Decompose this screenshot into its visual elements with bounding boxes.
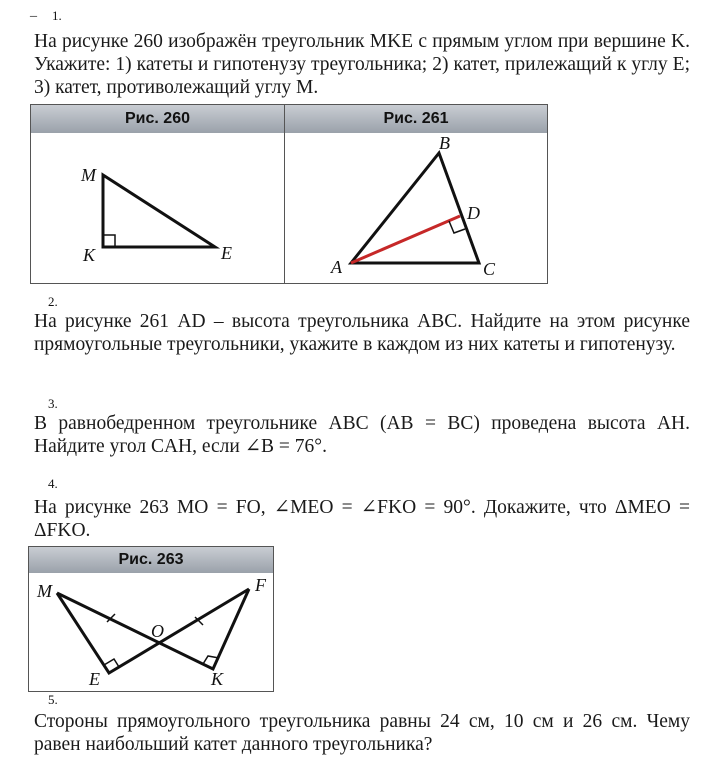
right-angle-mark-k <box>103 235 115 247</box>
triangle-abc <box>351 153 479 263</box>
label-a: A <box>331 257 342 277</box>
problem-4-text: На рисунке 263 MO = FO, ∠MEO = ∠FKO = 90°. Докажите, что ΔMEO = ΔFKO. <box>34 497 690 541</box>
figure-263 <box>28 546 274 692</box>
label-f: F <box>255 575 266 595</box>
figure-263-drawing <box>29 547 273 691</box>
fig263-title: Рис. 263 <box>29 547 273 573</box>
problem-5-number: 5. <box>48 692 58 707</box>
problem-5-text: Стороны прямоугольного треугольника равны 24 см, 10 см и 26 см. Чему равен наибольший катет данного треугольника? <box>34 711 690 755</box>
problem-3-text: В равнобедренном треугольнике ABC (AB = BC) проведена высота AH. Найдите угол CAH, если ∠B = 76°. <box>34 413 690 457</box>
label-m: M <box>81 165 96 185</box>
problem-2-number: 2. <box>48 294 58 309</box>
problem-3-number: 3. <box>48 396 58 411</box>
problem-2-text: На рисунке 261 AD – высота треугольника ABC. Найдите на этом рисунке прямоугольные треугольники, укажите в каждом из них катеты и гипотенузу. <box>34 311 690 355</box>
altitude-ad <box>351 216 460 263</box>
right-angle-mark-d <box>449 221 465 233</box>
label-e: E <box>221 243 232 263</box>
label-d: D <box>467 203 480 223</box>
figures-260-261 <box>30 104 548 284</box>
label-c: C <box>483 259 496 279</box>
corner-mark: _ <box>30 4 37 19</box>
figures-260-261-drawing <box>31 105 547 283</box>
fig261-title: Рис. 261 <box>285 105 547 133</box>
label-k: K <box>83 245 96 265</box>
label-e: E <box>89 669 100 689</box>
label-b: B <box>439 133 450 153</box>
triangle-mke <box>103 175 215 247</box>
fig260-title: Рис. 260 <box>31 105 284 133</box>
problem-1-text: На рисунке 260 изображён треугольник MKE с прямым углом при вершине K. Укажите: 1) катеты и гипотенузу треугольника; 2) катет, прилежащий к углу E; 3) катет, противолежащий углу M. <box>34 31 690 98</box>
label-k: K <box>211 669 224 689</box>
label-o: O <box>151 621 164 641</box>
problem-1-number: 1. <box>52 8 62 23</box>
problem-4-number: 4. <box>48 476 58 491</box>
label-m: M <box>37 581 52 601</box>
